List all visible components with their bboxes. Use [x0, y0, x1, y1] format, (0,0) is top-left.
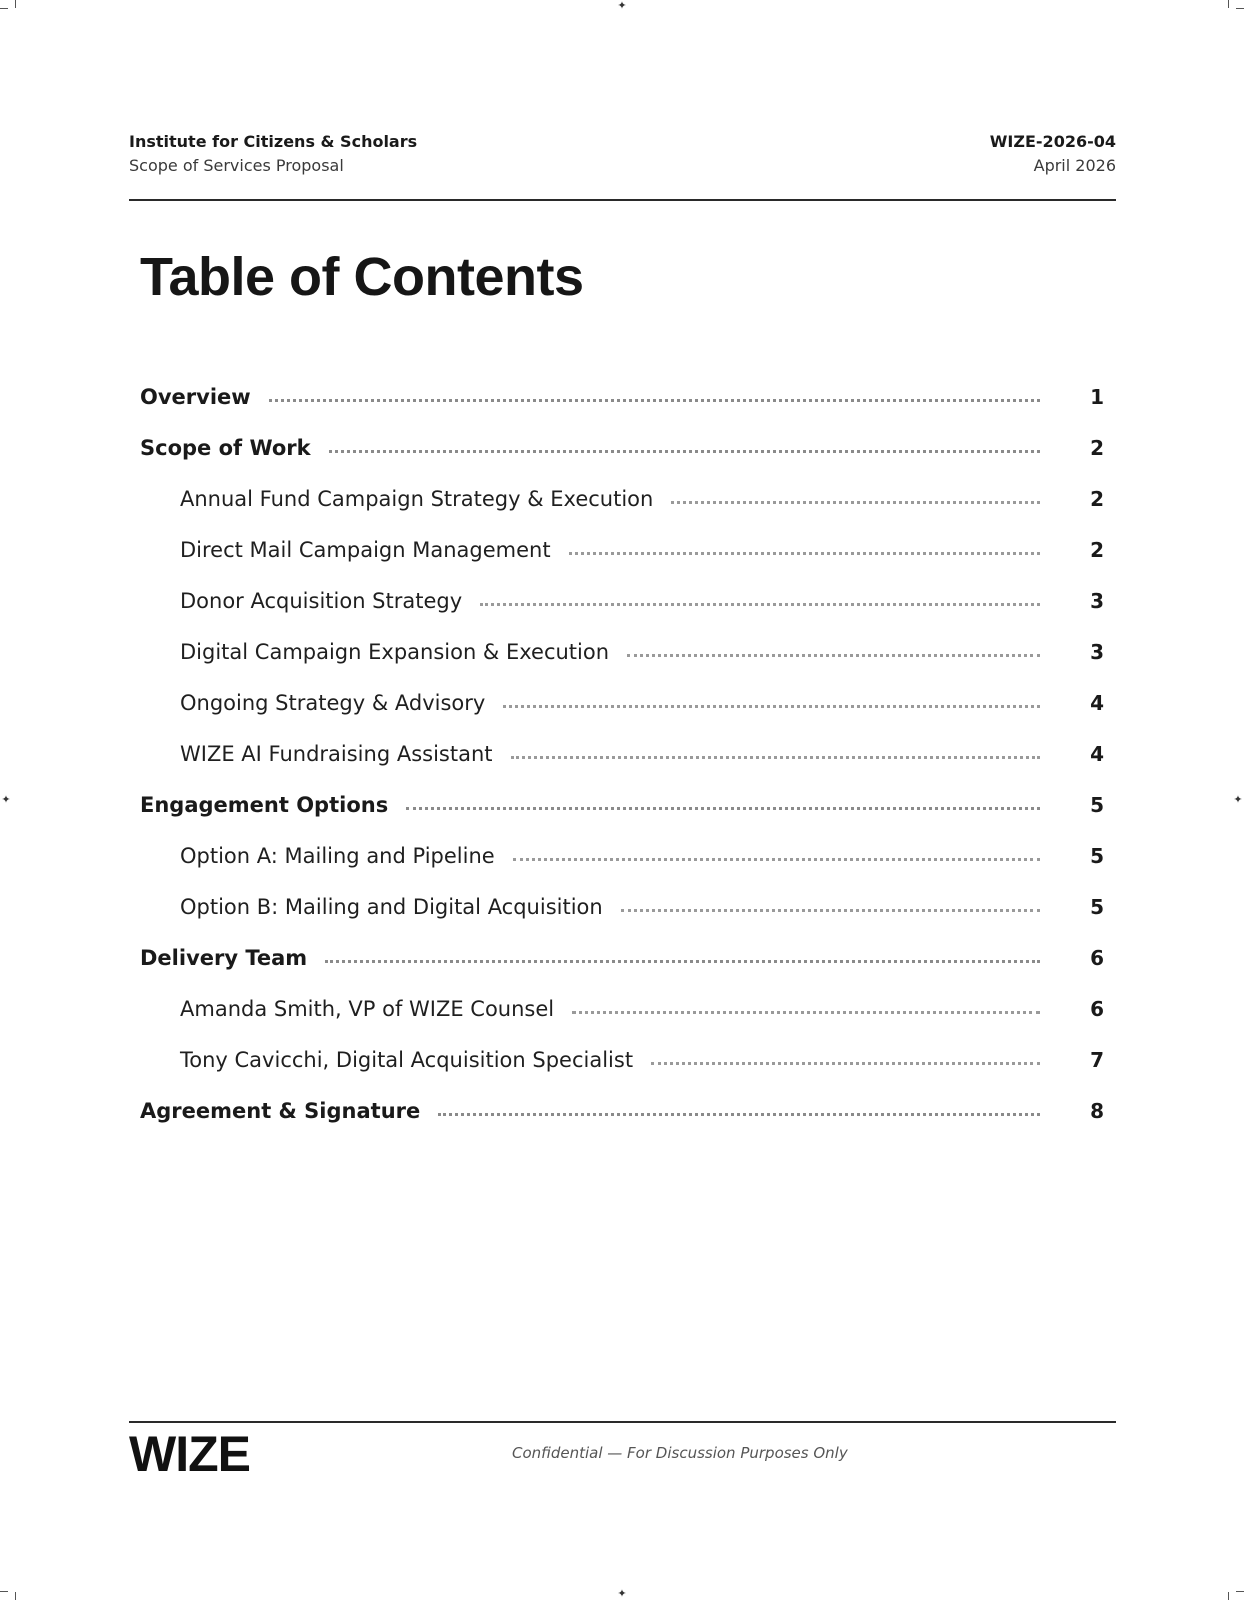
organization-name: Institute for Citizens & Scholars [129, 132, 418, 151]
toc-page-number: 4 [1090, 742, 1104, 766]
toc-subsection-entry[interactable] [140, 882, 1104, 933]
toc-page-number: 5 [1090, 844, 1104, 868]
toc-entry-label: Agreement & Signature [140, 1099, 421, 1123]
crop-mark [1236, 8, 1244, 9]
toc-subsection-entry[interactable] [140, 984, 1104, 1035]
registration-mark-icon: ✦ [1233, 793, 1243, 806]
toc-subsection-entry[interactable] [140, 474, 1104, 525]
toc-dot-leader [480, 603, 1040, 606]
toc-entry-label: Delivery Team [140, 946, 308, 970]
toc-subsection-entry[interactable] [140, 576, 1104, 627]
toc-entry-label: Amanda Smith, VP of WIZE Counsel [180, 997, 555, 1021]
toc-dot-leader [503, 705, 1040, 708]
crop-mark [15, 1592, 16, 1600]
crop-mark [1228, 1592, 1229, 1600]
toc-dot-leader [627, 654, 1040, 657]
toc-entry-label: Ongoing Strategy & Advisory [180, 691, 486, 715]
toc-page-number: 4 [1090, 691, 1104, 715]
document-date: April 2026 [1033, 156, 1116, 175]
toc-dot-leader [329, 450, 1040, 453]
toc-page-number: 2 [1090, 538, 1104, 562]
toc-entry-label: Annual Fund Campaign Strategy & Execution [180, 487, 654, 511]
toc-subsection-entry[interactable] [140, 729, 1104, 780]
toc-dot-leader [569, 552, 1040, 555]
toc-subsection-entry[interactable] [140, 627, 1104, 678]
toc-entry-label: Digital Campaign Expansion & Execution [180, 640, 610, 664]
toc-entry-label: Direct Mail Campaign Management [180, 538, 551, 562]
toc-dot-leader [511, 756, 1041, 759]
toc-dot-leader [325, 960, 1040, 963]
toc-dot-leader [651, 1062, 1040, 1065]
registration-mark-icon: ✦ [617, 0, 627, 12]
toc-dot-leader [671, 501, 1040, 504]
table-of-contents [140, 372, 1104, 1137]
header-right [990, 130, 1116, 178]
toc-subsection-entry[interactable] [140, 525, 1104, 576]
toc-entry-label: WIZE AI Fundraising Assistant [180, 742, 493, 766]
toc-entry-label: Option A: Mailing and Pipeline [180, 844, 495, 868]
toc-page-number: 3 [1090, 640, 1104, 664]
wize-logo: WIZE [129, 1426, 250, 1482]
page-title: Table of Contents [140, 247, 584, 307]
document-reference: WIZE-2026-04 [989, 132, 1116, 151]
crop-mark [0, 8, 8, 9]
toc-dot-leader [406, 807, 1040, 810]
toc-section-entry[interactable] [140, 933, 1104, 984]
toc-page-number: 3 [1090, 589, 1104, 613]
crop-mark [1228, 0, 1229, 8]
toc-entry-label: Tony Cavicchi, Digital Acquisition Specialist [180, 1048, 634, 1072]
toc-entry-label: Overview [140, 385, 251, 409]
toc-entry-label: Option B: Mailing and Digital Acquisition [180, 895, 603, 919]
registration-mark-icon: ✦ [1, 793, 11, 806]
toc-subsection-entry[interactable] [140, 678, 1104, 729]
toc-dot-leader [438, 1113, 1040, 1116]
footer-divider [129, 1421, 1116, 1423]
toc-entry-label: Donor Acquisition Strategy [180, 589, 463, 613]
toc-subsection-entry[interactable] [140, 831, 1104, 882]
toc-dot-leader [513, 858, 1040, 861]
toc-section-entry[interactable] [140, 780, 1104, 831]
toc-subsection-entry[interactable] [140, 1035, 1104, 1086]
toc-page-number: 1 [1090, 385, 1104, 409]
crop-mark [1236, 1591, 1244, 1592]
toc-dot-leader [621, 909, 1040, 912]
toc-dot-leader [572, 1011, 1040, 1014]
toc-page-number: 6 [1090, 946, 1104, 970]
confidentiality-note: Confidential — For Discussion Purposes Only [512, 1444, 848, 1462]
header-divider [129, 199, 1116, 201]
toc-entry-label: Scope of Work [140, 436, 311, 460]
document-type: Scope of Services Proposal [129, 156, 344, 175]
registration-mark-icon: ✦ [617, 1587, 627, 1600]
toc-page-number: 7 [1090, 1048, 1104, 1072]
header-left [129, 130, 417, 178]
toc-page-number: 5 [1090, 793, 1104, 817]
toc-section-entry[interactable] [140, 423, 1104, 474]
toc-page-number: 6 [1090, 997, 1104, 1021]
toc-section-entry[interactable] [140, 1086, 1104, 1137]
toc-entry-label: Engagement Options [140, 793, 389, 817]
toc-section-entry[interactable] [140, 372, 1104, 423]
toc-page-number: 2 [1090, 487, 1104, 511]
crop-mark [15, 0, 16, 8]
toc-page-number: 2 [1090, 436, 1104, 460]
toc-page-number: 5 [1090, 895, 1104, 919]
crop-mark [0, 1591, 8, 1592]
toc-page-number: 8 [1090, 1099, 1104, 1123]
toc-dot-leader [269, 399, 1040, 402]
